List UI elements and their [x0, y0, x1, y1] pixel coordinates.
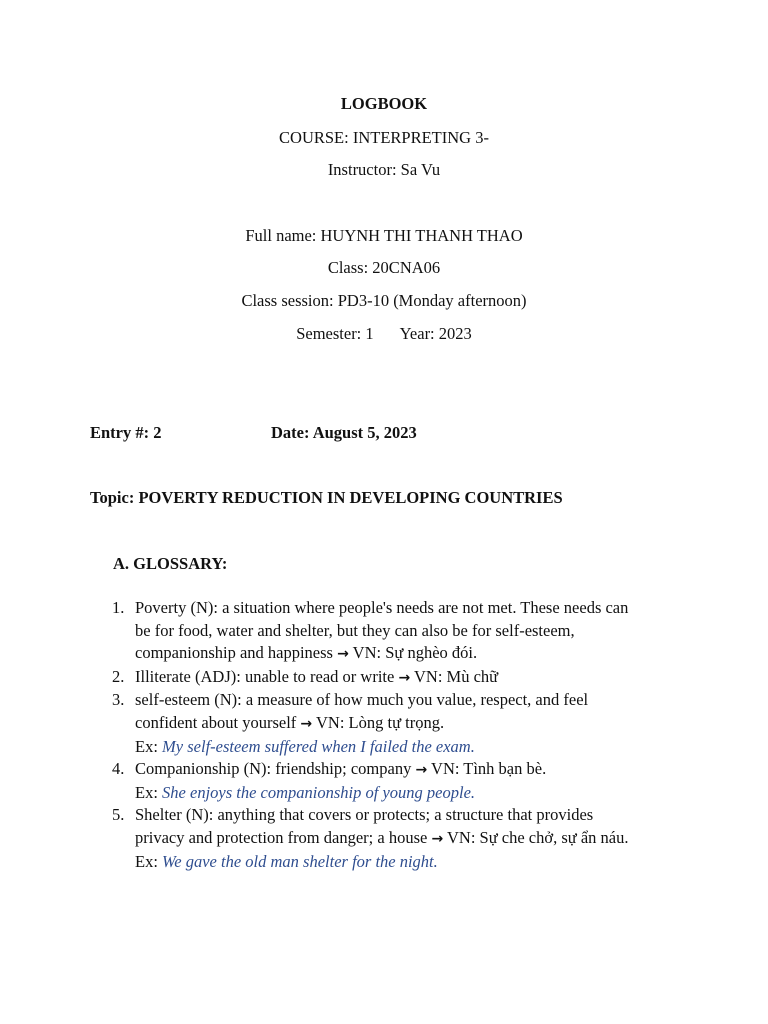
item-number: 1.	[112, 598, 125, 617]
class-line: Class: 20CNA06	[327, 258, 441, 277]
glossary-item-shelter	[112, 804, 712, 873]
example-sentence: My self-esteem suffered when I failed the exam.	[162, 736, 475, 756]
glossary-list	[112, 597, 712, 873]
item-number: 3.	[112, 690, 125, 710]
item-number: 5.	[112, 805, 125, 825]
entry-number: Entry #: 2	[90, 423, 162, 442]
semester: Semester: 1	[296, 324, 374, 343]
vietnamese-translation: VN: Sự che chở, sự ẩn náu.	[447, 827, 629, 847]
example-label: Ex:	[135, 736, 158, 756]
definition-line: confident about yourself	[135, 712, 297, 732]
arrow-right-icon: →	[431, 830, 444, 847]
arrow-right-icon: →	[337, 646, 349, 663]
definition-line: be for food, water and shelter, but they can also be for self-esteem,	[135, 620, 575, 640]
year: Year: 2023	[399, 324, 472, 343]
arrow-right-icon: →	[398, 669, 411, 686]
topic-line: Topic: POVERTY REDUCTION IN DEVELOPING COUNTRIES	[90, 488, 563, 507]
vietnamese-translation: VN: Tình bạn bè.	[431, 759, 547, 779]
glossary-item-self-esteem	[112, 689, 712, 758]
arrow-right-icon: →	[300, 715, 313, 732]
example-label: Ex:	[135, 851, 158, 871]
glossary-heading: A. GLOSSARY:	[113, 554, 228, 573]
session-line: Class session: PD3-10 (Monday afternoon)	[241, 291, 527, 310]
definition-line: companionship and happiness	[135, 643, 333, 663]
glossary-item-poverty	[112, 597, 712, 666]
example-label: Ex:	[135, 782, 158, 802]
item-number: 2.	[112, 666, 125, 686]
example-sentence: We gave the old man shelter for the night.	[162, 851, 438, 871]
instructor-line: Instructor: Sa Vu	[327, 160, 441, 179]
definition-line: Companionship (N): friendship; company	[135, 759, 412, 779]
arrow-right-icon: →	[415, 762, 428, 779]
vietnamese-translation: VN: Sự nghèo đói.	[352, 643, 478, 663]
item-number: 4.	[112, 759, 125, 779]
entry-date: Date: August 5, 2023	[271, 423, 417, 442]
definition-line: privacy and protection from danger; a house	[135, 827, 428, 847]
full-name-line: Full name: HUYNH THI THANH THAO	[245, 226, 523, 245]
example-sentence: She enjoys the companionship of young people.	[162, 782, 476, 802]
semester-year-line	[0, 324, 768, 344]
definition-line: Shelter (N): anything that covers or protects; a structure that provides	[135, 805, 594, 825]
definition-line: self-esteem (N): a measure of how much you value, respect, and feel	[135, 690, 589, 710]
glossary-item-illiterate	[112, 666, 712, 690]
vietnamese-translation: VN: Mù chữ	[414, 666, 499, 686]
logbook-title: LOGBOOK	[340, 94, 428, 113]
definition-line: Poverty (N): a situation where people's needs are not met. These needs can	[135, 598, 629, 617]
glossary-item-companionship	[112, 758, 712, 804]
vietnamese-translation: VN: Lòng tự trọng.	[315, 712, 445, 732]
course-line: COURSE: INTERPRETING 3-	[279, 128, 489, 147]
definition-line: Illiterate (ADJ): unable to read or write	[135, 666, 395, 686]
